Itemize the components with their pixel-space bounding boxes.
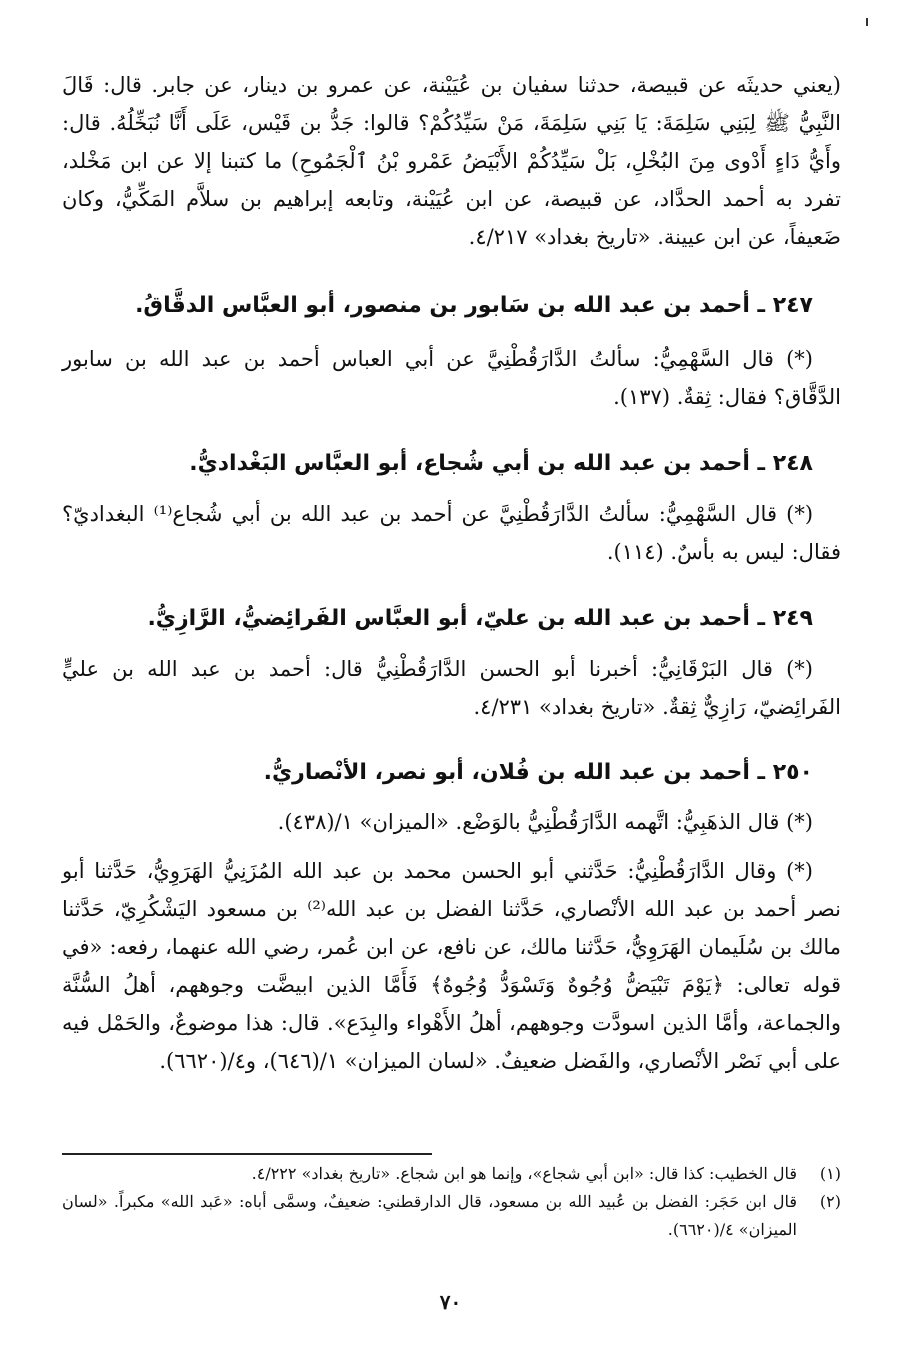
paragraph-entry-247: (*) قال السَّهْمِيُّ: سألتُ الدَّارَقُطْنِيَّ عن أبي العباس أحمد بن عبد الله بن سابور الدَّقَّاق؟ فقال: ثِقةٌ. (١٣٧). [62, 347, 841, 409]
footnote-number: (٢) [819, 1192, 841, 1211]
footnote-text: قال ابن حَجَر: الفضل بن عُبيد الله بن مسعود، قال الدارقطني: ضعيفٌ، وسمَّى أباه: «عَبد الله» مكبراً. «لسان الميزان» ٤/(٦٦٢٠). [62, 1192, 797, 1239]
paragraph-entry-250-b: (*) وقال الدَّارَقُطْنِيُّ: حَدَّثني أبو الحسن محمد بن عبد الله المُزَنِيُّ الهَرَوِيُّ، حَدَّثنا أبو نصر أحمد بن عبد الله الأنْصاري، حَدَّثنا الفضل بن عبد الله⁽²⁾ بن مسعود اليَشْكُرِيّ، حَدَّثنا مالك بن سُلَيمان الهَرَوِيُّ، حَدَّثنا مالك، عن نافع، عن ابن عُمر، رضي الله عنهما، رفعه: «في قوله تعالى: ﴿يَوْمَ تَبْيَضُّ وُجُوهٌ وَتَسْوَدُّ وُجُوهٌ﴾ فَأَمَّا الذين ابيضَّت وجوههم، أهلُ السُّنَّة والجماعة، وأمَّا الذين اسودَّت وجوههم، أهلُ الأَهْواء والبِدَع». قال: هذا موضوعٌ، والحَمْل فيه على أبي نَصْر الأنْصاري، والفَضل ضعيفٌ. «لسان الميزان» ١/(٦٤٦)، و٤/(٦٦٢٠). [62, 859, 841, 1073]
footnote-1 [62, 1160, 841, 1188]
scan-artifact-mark [866, 18, 868, 26]
footnotes [62, 1160, 841, 1244]
page-number: ٧٠ [439, 1290, 462, 1314]
entry-heading-249: ٢٤٩ ـ أحمد بن عبد الله بن عليّ، أبو العبَّاس الفَرائِضيُّ، الرَّازِيُّ. [147, 606, 813, 631]
entry-heading-248: ٢٤٨ ـ أحمد بن عبد الله بن أبي شُجاع، أبو العبَّاس البَغْداديُّ. [189, 451, 813, 476]
paragraph-entry-249: (*) قال البَرْقَانِيُّ: أخبرنا أبو الحسن الدَّارَقُطْنِيُّ قال: أحمد بن عبد الله بن عليٍّ الفَرائِضيّ، رَازِيٌّ ثِقةٌ. «تاريخ بغداد» ٤/٢٣١. [62, 657, 841, 719]
footnote-divider [62, 1153, 432, 1155]
footnote-2 [62, 1188, 841, 1244]
paragraph-entry-248: (*) قال السَّهْمِيُّ: سألتُ الدَّارَقُطْنِيَّ عن أحمد بن عبد الله بن أبي شُجاع⁽¹⁾ البغداديّ؟ فقال: ليس به بأسٌ. (١١٤). [62, 502, 841, 564]
paragraph-intro: (يعني حديثَه عن قبيصة، حدثنا سفيان بن عُيَيْنة، عن عمرو بن دينار، عن جابر. قال: قَالَ النَّبِيُّ ﷺ لِبَنِي سَلِمَةَ: يَا بَنِي سَلِمَةَ، مَنْ سَيِّدُكُمْ؟ قالوا: جَدُّ بن قَيْس، عَلَى أَنَّا نُبَخِّلُهُ. قال: وأَيُّ دَاءٍ أَدْوى مِنَ البُخْلِ، بَلْ سَيِّدُكُمْ الأَبْيَضُ عَمْرو بْنُ ٱلْجَمُوحِ) ما كتبنا إلا عن ابن مَخْلد، تفرد به أحمد الحدَّاد، عن قبيصة، عن ابن عُيَيْنة، وتابعه إبراهيم بن سلاَّم المَكِّيُّ، وكان ضَعيفاً، عن ابن عيينة. «تاريخ بغداد» ٤/٢١٧. [62, 73, 841, 249]
paragraph-entry-250-a: (*) قال الذهَبِيُّ: اتَّهمه الدَّارَقُطْنِيُّ بالوَضْع. «الميزان» ١/(٤٣٨). [277, 810, 813, 834]
entry-heading-250: ٢٥٠ ـ أحمد بن عبد الله بن فُلان، أبو نصر، الأنْصاريُّ. [263, 760, 813, 785]
entry-heading-247: ٢٤٧ ـ أحمد بن عبد الله بن سَابور بن منصور، أبو العبَّاس الدقَّاقُ. [135, 293, 813, 318]
footnote-number: (١) [819, 1164, 841, 1183]
footnote-text: قال الخطيب: كذا قال: «ابن أبي شجاع»، وإنما هو ابن شجاع. «تاريخ بغداد» ٤/٢٢٢. [251, 1164, 797, 1183]
